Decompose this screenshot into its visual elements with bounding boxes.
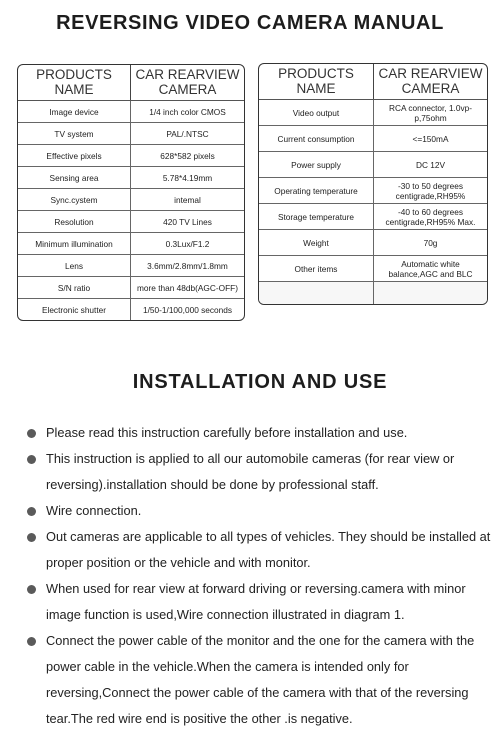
instruction-text: When used for rear view at forward driving or reversing.camera with minor image function is used,Wire connection illustrated in diagram 1. bbox=[46, 581, 466, 622]
instruction-item bbox=[22, 498, 497, 524]
empty-cell bbox=[259, 282, 374, 305]
spec-value: 628*582 pixels bbox=[131, 145, 245, 167]
table-row bbox=[259, 126, 487, 152]
spec-label: Current consumption bbox=[259, 126, 374, 152]
spec-value: <=150mA bbox=[374, 126, 488, 152]
spec-label: Minimum illumination bbox=[18, 233, 131, 255]
header-products-name: PRODUCTS NAME bbox=[259, 64, 374, 100]
spec-value: intemal bbox=[131, 189, 245, 211]
spec-value: 420 TV Lines bbox=[131, 211, 245, 233]
instruction-item bbox=[22, 524, 497, 576]
spec-value: -30 to 50 degrees centigrade,RH95% bbox=[374, 178, 488, 204]
table-row bbox=[259, 256, 487, 282]
bullet-icon bbox=[27, 533, 36, 542]
spec-label: Storage temperature bbox=[259, 204, 374, 230]
spec-value: 70g bbox=[374, 230, 488, 256]
table-row bbox=[259, 100, 487, 126]
section-title: INSTALLATION AND USE bbox=[132, 371, 388, 393]
table-row bbox=[18, 167, 244, 189]
spec-label: Sensing area bbox=[18, 167, 131, 189]
table-row bbox=[18, 211, 244, 233]
instruction-item bbox=[22, 628, 497, 732]
table-row bbox=[259, 204, 487, 230]
spec-label: Video output bbox=[259, 100, 374, 126]
spec-table-right bbox=[258, 63, 488, 305]
header-product-value: CAR REARVIEW CAMERA bbox=[374, 64, 488, 100]
instruction-text: Connect the power cable of the monitor and the one for the camera with the power cable in the vehicle.When the camera is intended only for reversing,Connect the power cable of the camera with that of the reversing tear.The red wire end is positive the other .is negative. bbox=[46, 633, 475, 726]
spec-value: RCA connector, 1.0vp-p,75ohm bbox=[374, 100, 488, 126]
spec-value: 3.6mm/2.8mm/1.8mm bbox=[131, 255, 245, 277]
instruction-text: Wire connection. bbox=[46, 503, 142, 518]
table-row bbox=[18, 233, 244, 255]
table-row bbox=[18, 255, 244, 277]
instruction-list bbox=[22, 420, 497, 732]
table-row bbox=[18, 299, 244, 321]
spec-value: 5.78*4.19mm bbox=[131, 167, 245, 189]
spec-value: 1/50-1/100,000 seconds bbox=[131, 299, 245, 321]
table-row bbox=[259, 178, 487, 204]
spec-value: PAL/.NTSC bbox=[131, 123, 245, 145]
table-row bbox=[259, 152, 487, 178]
table-row bbox=[18, 123, 244, 145]
spec-label: Effective pixels bbox=[18, 145, 131, 167]
spec-label: Image device bbox=[18, 101, 131, 123]
spec-label: TV system bbox=[18, 123, 131, 145]
bullet-icon bbox=[27, 637, 36, 646]
spec-label: Sync.cystem bbox=[18, 189, 131, 211]
spec-label: Weight bbox=[259, 230, 374, 256]
bullet-icon bbox=[27, 429, 36, 438]
spec-label: Electronic shutter bbox=[18, 299, 131, 321]
spec-value: more than 48db(AGC-OFF) bbox=[131, 277, 245, 299]
table-row bbox=[18, 101, 244, 123]
spec-label: Lens bbox=[18, 255, 131, 277]
spec-label: Power supply bbox=[259, 152, 374, 178]
spec-value: 1/4 inch color CMOS bbox=[131, 101, 245, 123]
spec-label: S/N ratio bbox=[18, 277, 131, 299]
empty-cell bbox=[374, 282, 488, 305]
spec-label: Other items bbox=[259, 256, 374, 282]
table-row bbox=[18, 277, 244, 299]
table-row bbox=[18, 189, 244, 211]
bullet-icon bbox=[27, 585, 36, 594]
instruction-item bbox=[22, 446, 497, 498]
empty-table-row bbox=[259, 282, 487, 305]
spec-value: -40 to 60 degrees centigrade,RH95% Max. bbox=[374, 204, 488, 230]
table-row bbox=[259, 230, 487, 256]
spec-table-left bbox=[17, 64, 245, 321]
header-products-name: PRODUCTS NAME bbox=[18, 65, 131, 101]
spec-value: 0.3Lux/F1.2 bbox=[131, 233, 245, 255]
instruction-item bbox=[22, 420, 497, 446]
manual-title: REVERSING VIDEO CAMERA MANUAL bbox=[56, 12, 444, 34]
bullet-icon bbox=[27, 455, 36, 464]
instruction-text: Out cameras are applicable to all types of vehicles. They should be installed at proper position or the vehicle and with monitor. bbox=[46, 529, 491, 570]
spec-value: DC 12V bbox=[374, 152, 488, 178]
instruction-text: Please read this instruction carefully before installation and use. bbox=[46, 425, 408, 440]
instruction-item bbox=[22, 576, 497, 628]
spec-label: Resolution bbox=[18, 211, 131, 233]
spec-label: Operating temperature bbox=[259, 178, 374, 204]
bullet-icon bbox=[27, 507, 36, 516]
table-row bbox=[18, 145, 244, 167]
header-product-value: CAR REARVIEW CAMERA bbox=[131, 65, 245, 101]
spec-value: Automatic white balance,AGC and BLC bbox=[374, 256, 488, 282]
instruction-text: This instruction is applied to all our automobile cameras (for rear view or reversing).installation should be done by professional staff. bbox=[46, 451, 455, 492]
